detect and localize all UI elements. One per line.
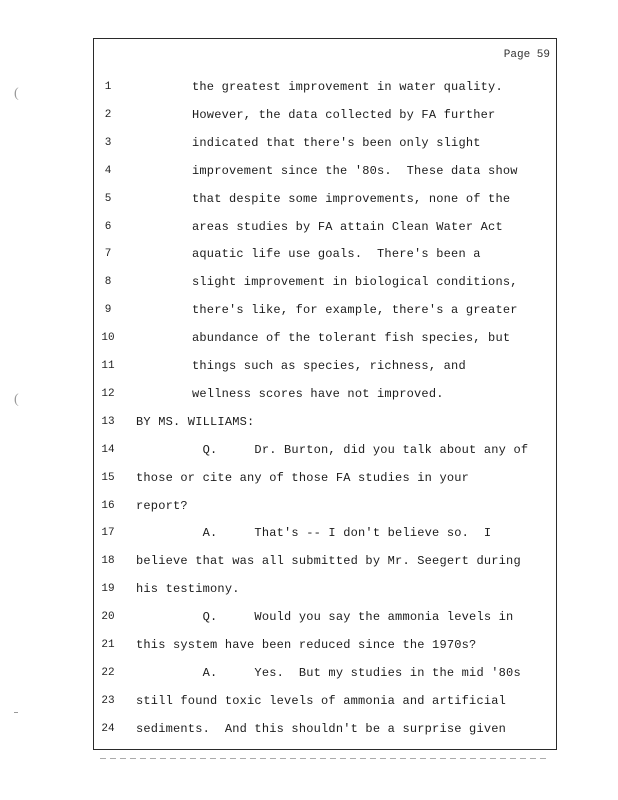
transcript-line: wellness scores have not improved. (192, 386, 444, 401)
line-number: 1 (104, 81, 112, 93)
line-number: 9 (104, 304, 112, 317)
transcript-line: improvement since the '80s. These data show (192, 163, 518, 178)
line-number: 20 (101, 611, 115, 624)
margin-tick-mark (14, 712, 18, 713)
transcript-line: Q. Would you say the ammonia levels in (136, 610, 514, 625)
line-number: 15 (101, 471, 115, 484)
transcript-line: this system have been reduced since the 1970s? (136, 638, 477, 652)
transcript-line: A. Yes. But my studies in the mid '80s (136, 665, 521, 680)
transcript-line: areas studies by FA attain Clean Water Act (192, 219, 503, 234)
line-number: 4 (104, 164, 112, 177)
binder-hole-mark-middle: ( (14, 392, 19, 407)
line-number: 7 (104, 248, 112, 261)
transcript-line: abundance of the tolerant fish species, but (192, 331, 511, 346)
transcript-line: the greatest improvement in water quality. (192, 80, 503, 94)
line-number: 21 (101, 639, 115, 651)
line-number: 11 (101, 360, 115, 372)
line-number: 3 (104, 136, 112, 149)
line-number: 16 (101, 499, 115, 512)
line-number: 5 (104, 192, 112, 205)
line-number: 24 (101, 722, 115, 735)
transcript-line: indicated that there's been only slight (192, 135, 481, 150)
line-number: 14 (101, 443, 115, 456)
transcript-line: those or cite any of those FA studies in your (136, 470, 470, 485)
line-number: 23 (101, 694, 115, 707)
transcript-line: that despite some improvements, none of the (192, 191, 511, 206)
transcript-line: BY MS. WILLIAMS: (136, 414, 255, 429)
line-number: 12 (101, 387, 115, 400)
transcript-line: report? (136, 498, 188, 513)
transcript-line: A. That's -- I don't believe so. I (136, 526, 492, 541)
page-number: Page 59 (503, 49, 550, 61)
transcript-page (93, 38, 557, 750)
line-number: 19 (101, 583, 115, 596)
line-number: 10 (101, 332, 115, 345)
transcript-line: there's like, for example, there's a greater (192, 303, 518, 318)
transcript-line: sediments. And this shouldn't be a surprise given (136, 721, 507, 736)
binder-hole-mark-top: ( (14, 86, 19, 101)
transcript-line: aquatic life use goals. There's been a (192, 247, 481, 262)
line-number: 17 (101, 527, 115, 540)
line-number: 2 (104, 108, 112, 121)
transcript-line: things such as species, richness, and (192, 359, 466, 373)
scan-artifact-line (100, 758, 550, 759)
transcript-line: believe that was all submitted by Mr. Seegert during (136, 554, 521, 569)
line-number: 22 (101, 666, 115, 679)
transcript-line: still found toxic levels of ammonia and artificial (136, 693, 507, 708)
transcript-line: Q. Dr. Burton, did you talk about any of (136, 442, 529, 457)
transcript-line: slight improvement in biological conditions, (192, 275, 518, 290)
line-number: 8 (104, 276, 112, 289)
line-number: 18 (101, 555, 115, 568)
transcript-line: his testimony. (136, 582, 240, 597)
line-number: 13 (101, 415, 115, 428)
line-number: 6 (104, 220, 112, 233)
transcript-line: However, the data collected by FA further (192, 107, 496, 122)
